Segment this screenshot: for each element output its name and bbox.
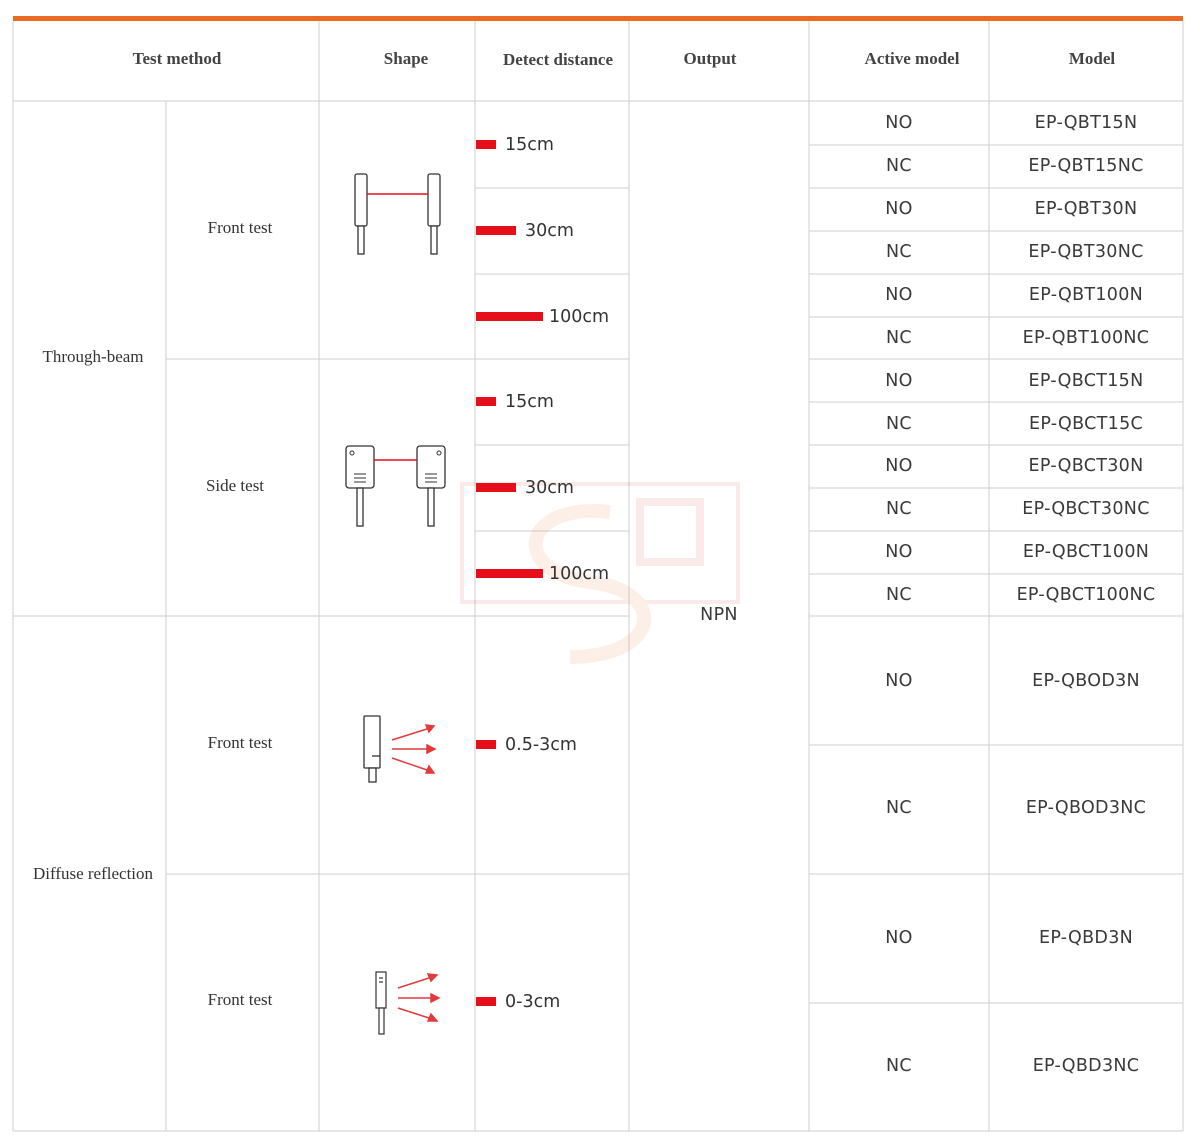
subgroup-label: Side test xyxy=(205,476,265,495)
distance-label: 30cm xyxy=(525,220,574,241)
active-model-cell: NO xyxy=(885,113,913,133)
model-cell: EP-QBT30NC xyxy=(1028,242,1144,262)
active-model-cell: NC xyxy=(886,585,912,605)
model-cell: EP-QBT15NC xyxy=(1028,156,1144,176)
header-shape: Shape xyxy=(383,49,429,68)
distance-label: 0-3cm xyxy=(505,991,561,1012)
model-cell: EP-QBCT100N xyxy=(1022,542,1150,562)
distance-15cm xyxy=(476,391,554,412)
active-model-cell: NO xyxy=(885,456,913,476)
model-cell: EP-QBD3N xyxy=(1038,928,1134,948)
distance-label: 100cm xyxy=(549,306,610,327)
model-cell: EP-QBOD3NC xyxy=(1025,798,1147,818)
active-model-cell: NO xyxy=(885,371,913,391)
header-active-model: Active model xyxy=(864,49,960,68)
distance-bar xyxy=(476,226,516,235)
group-label-through-beam: Through-beam xyxy=(42,347,144,366)
distance-0.5-3cm xyxy=(476,734,577,755)
group-label-diffuse-reflection: Diffuse reflection xyxy=(32,864,154,883)
header-detect-distance: Detect distance xyxy=(503,50,613,69)
active-model-cell: NC xyxy=(886,414,912,434)
through-beam-side-icon xyxy=(340,440,450,532)
distance-label: 15cm xyxy=(505,134,554,155)
active-model-cell: NC xyxy=(886,499,912,519)
model-cell: EP-QBOD3N xyxy=(1032,671,1140,691)
active-model-cell: NO xyxy=(885,671,913,691)
distance-0-3cm xyxy=(476,991,561,1012)
distance-15cm xyxy=(476,134,554,155)
distance-100cm xyxy=(476,563,610,584)
model-cell: EP-QBD3NC xyxy=(1032,1056,1140,1076)
active-model-cell: NO xyxy=(885,928,913,948)
active-model-cell: NC xyxy=(886,242,912,262)
distance-label: 30cm xyxy=(525,477,574,498)
active-model-cell: NC xyxy=(886,1056,912,1076)
model-cell: EP-QBCT100NC xyxy=(1016,585,1156,605)
active-model-cell: NC xyxy=(886,798,912,818)
distance-bar xyxy=(476,997,496,1006)
distance-label: 100cm xyxy=(549,563,610,584)
model-cell: EP-QBT100N xyxy=(1028,285,1144,305)
distance-bar xyxy=(476,483,516,492)
subgroup-label: Front test xyxy=(207,218,273,237)
distance-30cm xyxy=(476,220,574,241)
subgroup-label: Front test xyxy=(207,990,273,1009)
active-model-cell: NO xyxy=(885,285,913,305)
distance-bar xyxy=(476,312,543,321)
output-value: NPN xyxy=(700,605,738,625)
distance-30cm xyxy=(476,477,574,498)
active-model-cell: NC xyxy=(886,328,912,348)
header-output: Output xyxy=(683,49,737,68)
subgroup-label: Front test xyxy=(207,733,273,752)
active-model-cell: NO xyxy=(885,542,913,562)
model-cell: EP-QBT15N xyxy=(1034,113,1138,133)
distance-label: 15cm xyxy=(505,391,554,412)
active-model-cell: NC xyxy=(886,156,912,176)
active-model-cell: NO xyxy=(885,199,913,219)
model-cell: EP-QBCT15N xyxy=(1028,371,1144,391)
model-cell: EP-QBCT30N xyxy=(1028,456,1144,476)
through-beam-front-icon xyxy=(345,168,445,260)
distance-100cm xyxy=(476,306,610,327)
model-cell: EP-QBCT15C xyxy=(1028,414,1144,434)
header-test-method: Test method xyxy=(132,49,222,68)
distance-bar xyxy=(476,569,543,578)
distance-bar xyxy=(476,140,496,149)
model-cell: EP-QBCT30NC xyxy=(1022,499,1150,519)
distance-label: 0.5-3cm xyxy=(505,734,577,755)
model-cell: EP-QBT100NC xyxy=(1022,328,1150,348)
distance-bar xyxy=(476,397,496,406)
header-model: Model xyxy=(1068,49,1116,68)
diffuse-large-sensor-icon xyxy=(358,712,448,786)
diffuse-small-sensor-icon xyxy=(370,968,450,1038)
model-cell: EP-QBT30N xyxy=(1034,199,1138,219)
distance-bar xyxy=(476,740,496,749)
